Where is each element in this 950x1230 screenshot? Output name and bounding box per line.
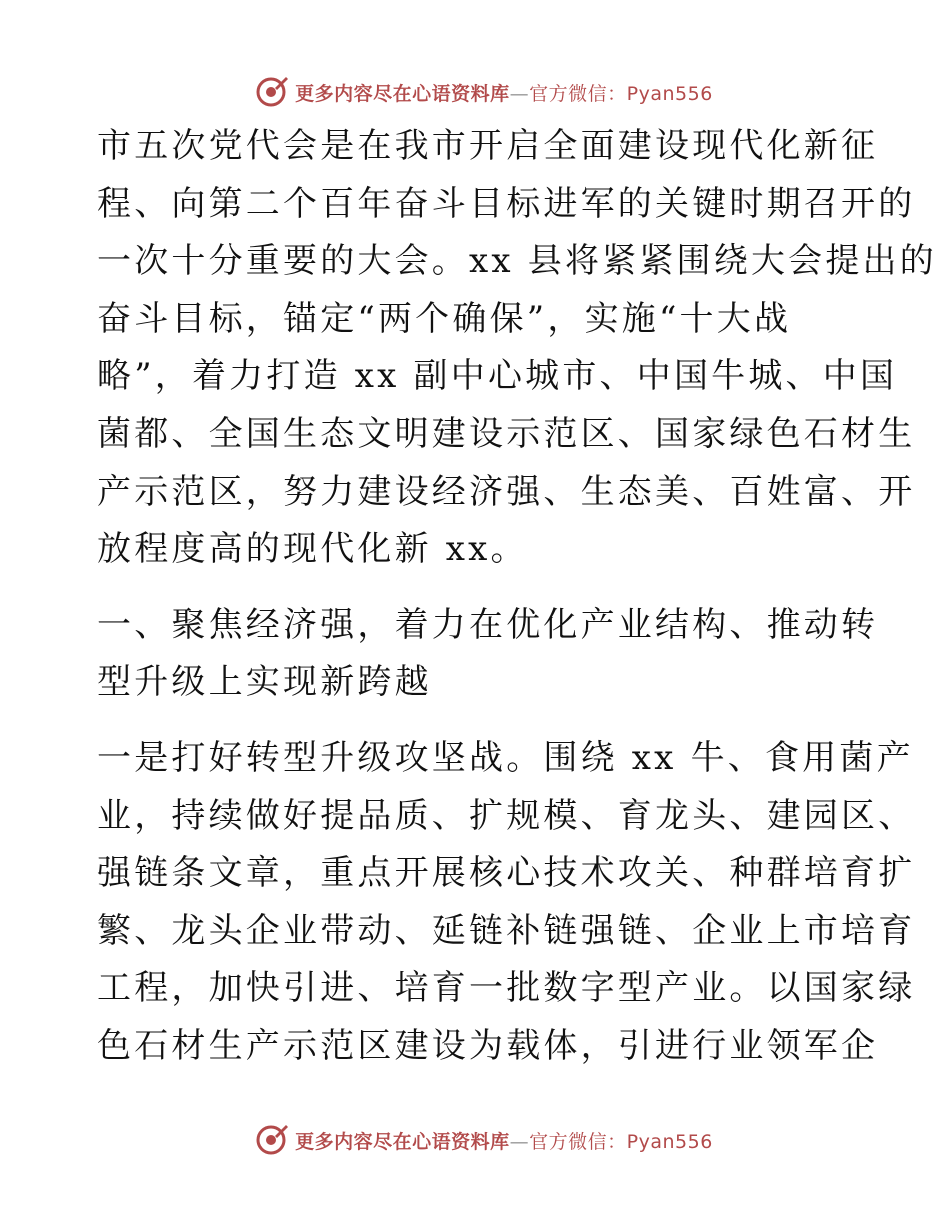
text-line: 市五次党代会是在我市开启全面建设现代化新征	[97, 126, 879, 166]
text-line: 程、向第二个百年奋斗目标进军的关键时期召开的	[97, 183, 916, 224]
text-line: 色石材生产示范区建设为载体，引进行业领军企	[97, 1025, 879, 1066]
text-line: 一是打好转型升级攻坚战。围绕 xx 牛、食用菌产	[97, 737, 914, 778]
paragraph-2	[97, 730, 916, 1076]
document-body	[97, 118, 937, 1076]
watermark-group	[255, 1123, 713, 1157]
text-line: 一次十分重要的大会。xx 县将紧紧围绕大会提出的	[97, 241, 937, 282]
watermark-separator: —	[509, 82, 530, 105]
watermark-text	[295, 79, 713, 106]
text-line: 产示范区，努力建设经济强、生态美、百姓富、开	[97, 471, 916, 512]
header-watermark	[0, 72, 950, 112]
watermark-main: 更多内容尽在心语资料库	[295, 82, 510, 105]
text-line: 放程度高的现代化新 xx。	[97, 529, 528, 570]
watermark-contact: 官方微信：Pyan556	[529, 1130, 713, 1153]
watermark-text	[295, 1127, 713, 1154]
text-line: 菌都、全国生态文明建设示范区、国家绿色石材生	[97, 413, 916, 454]
paragraph-1	[97, 118, 937, 579]
watermark-separator: —	[509, 1130, 530, 1153]
paragraph-gap	[97, 712, 857, 730]
text-line: 奋斗目标，锚定“两个确保”，实施“十大战	[97, 298, 792, 339]
text-line: 强链条文章，重点开展核心技术攻关、种群培育扩	[97, 853, 916, 894]
text-line: 一、聚焦经济强，着力在优化产业结构、推动转	[97, 604, 879, 645]
paragraph-gap	[97, 579, 857, 597]
pen-circle-icon	[255, 75, 289, 109]
text-line: 工程，加快引进、培育一批数字型产业。以国家绿	[97, 968, 916, 1009]
section-heading	[97, 597, 879, 712]
watermark-main: 更多内容尽在心语资料库	[295, 1130, 510, 1153]
text-line: 略”，着力打造 xx 副中心城市、中国牛城、中国	[97, 356, 898, 397]
text-line: 繁、龙头企业带动、延链补链强链、企业上市培育	[97, 910, 916, 951]
watermark-contact: 官方微信：Pyan556	[529, 82, 713, 105]
pen-circle-icon	[255, 1123, 289, 1157]
text-line: 型升级上实现新跨越	[97, 662, 432, 703]
footer-watermark	[0, 1120, 950, 1160]
text-line: 业，持续做好提品质、扩规模、育龙头、建园区、	[97, 795, 916, 836]
watermark-group	[255, 75, 713, 109]
